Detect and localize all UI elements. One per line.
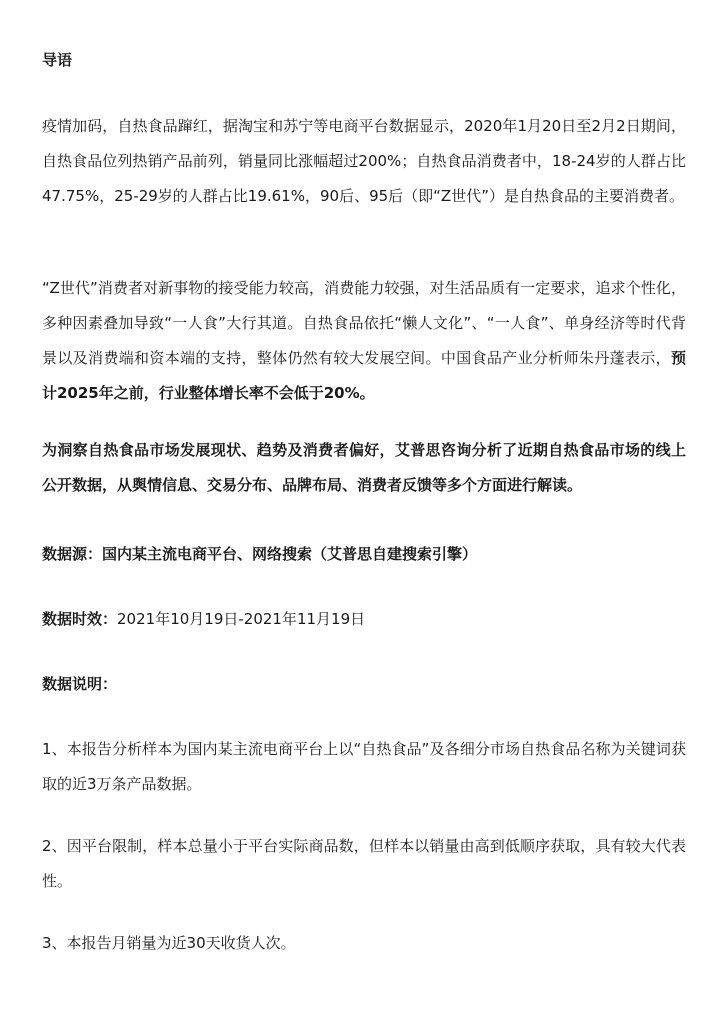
growth-forecast-highlight: 预计2025年之前，行业整体增长率不会低于20%。	[42, 349, 686, 402]
intro-paragraph-3: 为洞察自热食品市场发展现状、趋势及消费者偏好，艾普思咨询分析了近期自热食品市场的线上公开数据，从舆情信息、交易分布、品牌布局、消费者反馈等多个方面进行解读。	[42, 441, 686, 494]
section-heading: 导语	[42, 51, 73, 69]
data-notes-label: 数据说明：	[42, 675, 118, 693]
data-note-2: 2、因平台限制，样本总量小于平台实际商品数，但样本以销量由高到低顺序获取，具有较大代表性。	[42, 837, 686, 890]
intro-paragraph-2	[42, 271, 686, 411]
intro-paragraph-1: 疫情加码，自热食品蹿红，据淘宝和苏宁等电商平台数据显示，2020年1月20日至2月2日期间，自热食品位列热销产品前列，销量同比涨幅超过200%；自热食品消费者中，18-24岁的人群占比47.75%，25-29岁的人群占比19.61%，90后、95后（即“Z世代”）是自热食品的主要消费者。	[42, 117, 686, 205]
data-period-label: 数据时效：	[42, 610, 118, 628]
intro-paragraph-2-text: “Z世代”消费者对新事物的接受能力较高，消费能力较强，对生活品质有一定要求，追求个性化，多种因素叠加导致“一人食”大行其道。自热食品依托“懒人文化”、“一人食”、单身经济等时代背景以及消费端和资本端的支持，整体仍然有较大发展空间。中国食品产业分析师朱丹蓬表示，	[42, 279, 686, 367]
data-note-1: 1、本报告分析样本为国内某主流电商平台上以“自热食品”及各细分市场自热食品名称为关键词获取的近3万条产品数据。	[42, 740, 686, 793]
data-source: 数据源：国内某主流电商平台、网络搜索（艾普思自建搜索引擎）	[42, 545, 478, 563]
data-period	[42, 602, 686, 637]
data-period-value: 2021年10月19日-2021年11月19日	[117, 610, 366, 628]
data-note-3: 3、本报告月销量为近30天收货人次。	[42, 934, 296, 952]
